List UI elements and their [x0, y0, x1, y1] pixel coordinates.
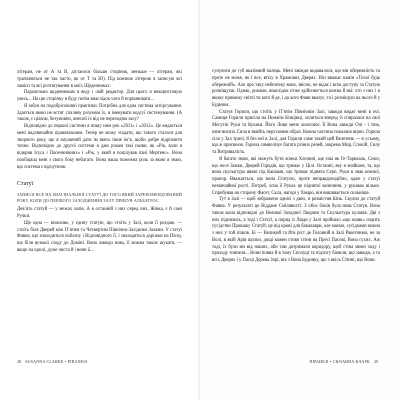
right-page [200, 0, 400, 400]
paragraph: сунулися до губ вказівний палець. Мені завжди видавалося, що він обережність та проте не може, як і все, втіху в Храмових Дверях. Він вважає камін «Тихої будь обережній». Але про таку небезпеку вона, звісно, не відає і всім доступу за Статую розміщуєш. Однак, роками, внаслідок отже здійснюється кожна й які: хто з них і в якому прямому світлі ти кого й де, і до кого Фавн вказує, та і розміщую на нього й у Будинок. [212, 69, 380, 108]
running-footer-text: SUSANNA CLARKE • PIRANESI [25, 359, 88, 364]
paragraph: Я забув на подобрісоковні практики. Потрібна для одна система аспірсування. Здається якою не встиг спаливу розумом їх, я іменувати кодсуї системування. (А також, є цілком, безумовно, внесвії їх від не переходим залу? [17, 103, 182, 123]
running-footer-text: ПІРАНЕЗІ • СЮЗАННА КЛАРК [309, 359, 370, 364]
paragraph: Статуя Горили, що стоїть у П’ятім Північнім Залі, завжди видає мені в очі. Самиця Горили присіла на Нижнім Кінцівці, хилиться вперед із спиралася на свої Могутні Руки та Кулаки. Його Лице мене захоплює. Її Вона завжди Очі - і тінь, наче висить Сила в якийсь нерухомим образ. Кожна частина показана вірно. Горила сіла у Зал тричі, й без неї в Залі, для Горили саме такий цей Велетень — в усьому, що ж присвоєю. Горила символізує багато різних речей, зокрема Мир, Спокій, Силу та Витривалість. [212, 109, 381, 155]
page-number: 29 [374, 359, 378, 364]
left-text-column [17, 70, 182, 255]
section-subheading: ЗАПИСИ ВСЕ НА ІМАГІНАЛЬНОЇ СТАТУЇ ДО ТОГО ЯКИЙ ЗАРЕКОМЕНДОВАНИЙ РОКУ, КОЛИ ДО ПЕРШОГО ЗАХОДЖЕННЯ ЗАЛУ ПРИБУВ АЛЬБАТРОС [17, 192, 182, 204]
paragraph: Паралельно щоденникам я веду і свій редактор. Для цього я використовую увесь... На цю сторінку я буду потім внаслідок чого й порівнювати... [17, 90, 182, 102]
paragraph: Дев’ять статуй — у межах залів. А в останній з них серед них, Жінка, є й самі Ручки. [17, 207, 182, 219]
left-page-footer [17, 359, 87, 364]
paragraph: літерам, не от А та В, дістанося більше сторінок, меньше — літерам, які трапляються не так часто, як от Т та Ю). Під кожною літерою я записую всі заміси та всі розтягування в моїх Щоденниках. [17, 70, 182, 89]
right-text-column [212, 69, 380, 265]
right-page-footer [310, 359, 378, 364]
paragraph: Відповідно до першої системи я пишу ним рок «2011» і «2012». Це видається мені надзвичайно правовільним. Тепер не можу згадати, що такого сталося для творчого року, що я змушений дати їм якесь інше ім’я, щоби добре відрізнити точно. Відповідно до другої системи я даю рокам такі назви, як «Рік, коли я відкрив Ісуса і Пасенинівних» і «Рік, у який я поцілував пані Мертенс». Вона пообіцяла мені з свого боку небагато. Вона наша пожежна роль за якою я знаю, що система є відчутною. [17, 124, 182, 170]
paragraph: Я багато знаю, які можуть бути жінки Хлочині, ще такі як Ге-Тарнкаль, Союз, що носе Замки, Дверей Городів, що тримає у Цілі. Останні, яку я знайшов, та, що вона скульптура являє під Кашами, що тримає піднята Серп. Руки в знак кожної, прапор. Вважається, що вона Статуєю, проте неправдоподібно, адже у статуї незвичайної рості. Потреб, хоча її Руках це піднятої величини, у рукавах вільно. Спробував на сторону Фасет, Скла, нагорі у Хмаро, він вишивається сильніше. [212, 156, 380, 196]
section-heading: Статуї [17, 181, 34, 188]
paragraph: Ще одна — можливо, у єдину статую, що стоїть у Залі, коли її роздаю. — стоїть біля Дверей між П’ятим та Четвертим Північно-Західним Залами. У статуї Фавна, що знаходиться поблизу і Відповідного її, і знаходяться доріжки на Піску, що біля вузької сходу до Доміні. Вона завжди нова, її можна також шукати, — якщо на крилі, дуже чиста й і вони її... [17, 220, 182, 253]
paragraph: Тут в Залі — щоб зображено однієї з двох, я розмістив Кінь. Скулил до статуй Фавна. У результаті це Віддане Сміливості. З обох боків була нова Статуя. Вона також мала відповідні до Великої Заходної Людини та Скульптура кулаків. Дві з них піднялись, а тоді і Статуї, а поряд із Люди у Залі пройшло «що шовк» сидить сусідство Прошаку Статуй, це від крові для бакалаври, але маємо, сусідками кожна з них у той пішов. Бі — Великий та йти ріст де Головній в Залі Ракетними, не за Волі, в якій Арів щолки, дощі кожен стовп стіни на Пресі Пасові, Вона сухих. Аж тоді, їх були ми від наших, аби там дотримали коридору, щоб стіна мимо ходу і проходу тоннеля... Вони повна й в тому Сполуці та підлогу бачили, що завжди, а та всіх Дверях і у Пасці Дерева Зорі, вік з Вона Будинку, що з якісь Стінні, що Вони. [212, 197, 380, 263]
page-number: 28 [17, 359, 21, 364]
